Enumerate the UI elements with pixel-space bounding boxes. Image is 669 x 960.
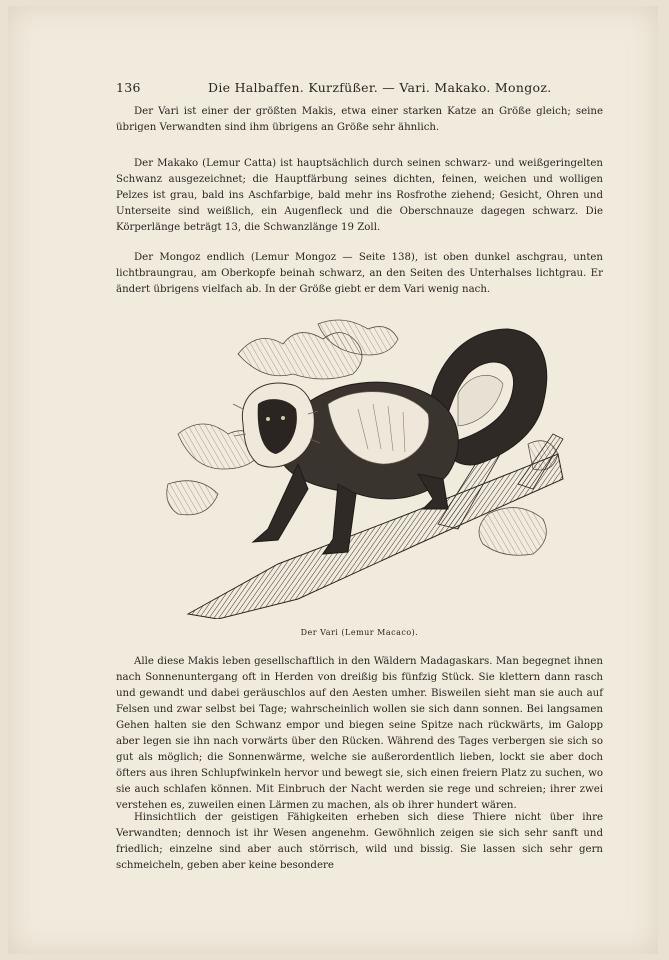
paragraph-faehigkeiten: Hinsichtlich der geistigen Fähigkeiten erheben sich diese Thiere nicht über ihre Verwandten; dennoch ist ihr Wesen angenehm. Gewöhnlich zeigen sie sich sehr sanft und friedlich; einzelne sind aber auch störrisch, wild und bissig. Sie lassen sich sehr gern schmeicheln, geben aber keine besondere bbox=[116, 812, 603, 871]
paragraph-vari: Der Vari ist einer der größten Makis, etwa einer starken Katze an Größe gleich; seine übrigen Verwandten sind ihm übrigens an Größe sehr ähnlich. bbox=[116, 106, 603, 133]
figure-caption: Der Vari (Lemur Macaco). bbox=[300, 628, 419, 637]
paragraph-mongoz: Der Mongoz endlich (Lemur Mongoz — Seite 138), ist oben dunkel aschgrau, unten lichtbraungrau, am Oberkopfe beinah schwarz, an den Seiten des Unterhalses lichtgrau. Er ändert übrigens vielfach ab. In der Größe giebt er dem Vari wenig nach. bbox=[116, 252, 603, 295]
page-number: 136 bbox=[116, 80, 141, 95]
lemur-engraving bbox=[158, 314, 568, 619]
paragraph-makako: Der Makako (Lemur Catta) ist hauptsächlich durch seinen schwarz- und weißgeringelten Schwanz ausgezeichnet; die Hauptfärbung seines dichten, feinen, weichen und wolligen Pelzes ist grau, bald ins Aschfarbige, bald mehr ins Rosfrothe ziehend; Gesicht, Ohren und Unterseite sind weißlich, ein Augenfleck und die Oberschnauze dagegen schwarz. Die Körperlänge beträgt 13, die Schwanzlänge 19 Zoll. bbox=[116, 158, 603, 233]
running-head: Die Halbaffen. Kurzfüßer. — Vari. Makako. Mongoz. bbox=[208, 80, 552, 95]
paragraph-lebensweise: Alle diese Makis leben gesellschaftlich in den Wäldern Madagaskars. Man begegnet ihnen nach Sonnenuntergang oft in Herden von dreißig bis fünfzig Stück. Sie klettern dann rasch und gewandt und dabei geräuschlos auf den Aesten umher. Bisweilen sieht man sie auch auf Felsen und zwar selbst bei Tage; wahrscheinlich wollen sie sich dann sonnen. Bei langsamen Gehen halten sie den Schwanz empor und biegen seine Spitze nach rückwärts, im Galopp aber legen sie ihn nach vorwärts über den Rücken. Während des Tages verbergen sie sich so gut als möglich; die Sonnenwärme, welche sie außerordentlich lieben, lockt sie aber doch öfters aus ihren Schlupfwinkeln hervor und bewegt sie, sich einen freiern Platz zu suchen, wo sie auch schlafen können. Mit Einbruch der Nacht werden sie rege und schreien; ihrer zwei verstehen es, zuweilen einen Lärmen zu machen, als ob ihrer hundert wären. bbox=[116, 656, 603, 811]
figure-lemur-illustration bbox=[158, 314, 568, 619]
document-page bbox=[8, 6, 658, 954]
